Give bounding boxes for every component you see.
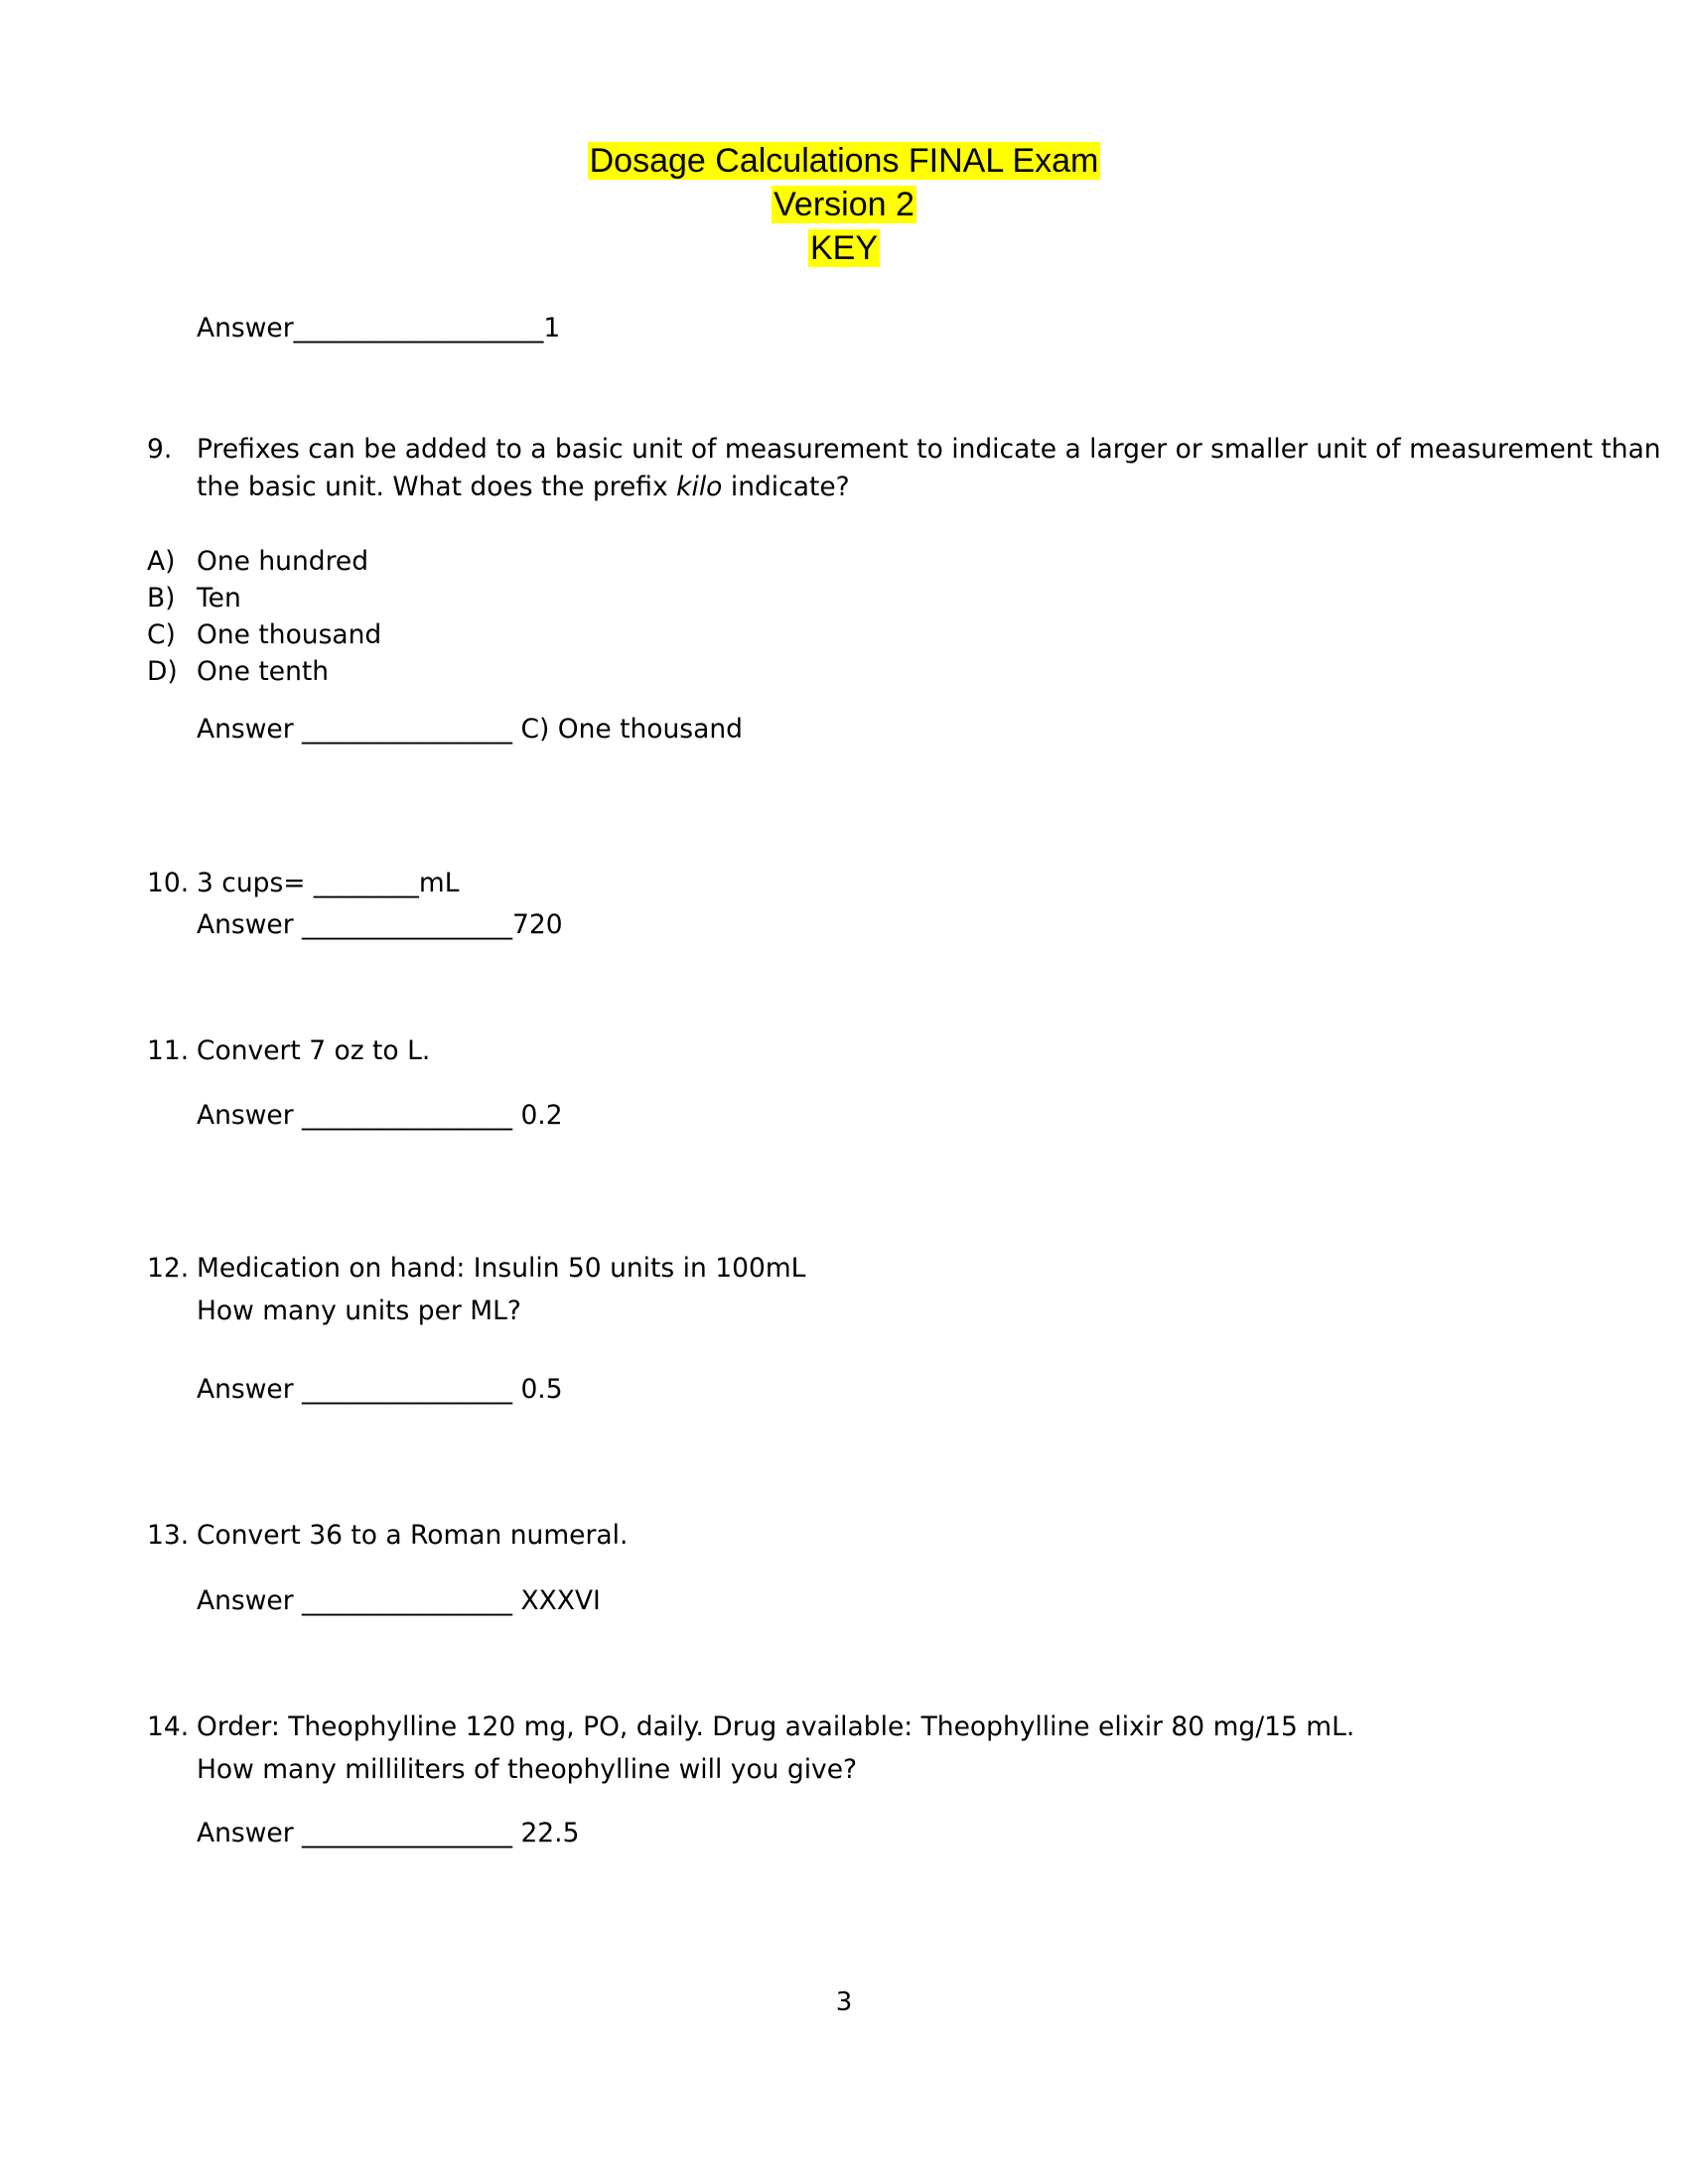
option-letter: C) <box>147 619 176 650</box>
previous-answer: Answer___________________1 <box>197 313 561 343</box>
title-line-1: Dosage Calculations FINAL Exam <box>589 142 1099 180</box>
question-14-number: 14. <box>147 1711 190 1742</box>
question-9-line-2: the basic unit. What does the prefix kilo indicate? <box>197 472 850 502</box>
title-line-3: KEY <box>809 229 879 267</box>
question-12-number: 12. <box>147 1253 190 1284</box>
question-11-answer: Answer ________________ 0.2 <box>197 1100 563 1131</box>
question-11-number: 11. <box>147 1035 190 1066</box>
question-10-text: 3 cups= ________mL <box>197 868 460 898</box>
option-text: One thousand <box>197 619 382 650</box>
question-10-answer: Answer ________________720 <box>197 909 563 940</box>
option-letter: A) <box>147 546 176 577</box>
page-number: 3 <box>835 1987 853 2017</box>
option-text: One hundred <box>197 546 369 577</box>
question-13-text: Convert 36 to a Roman numeral. <box>197 1520 629 1551</box>
question-13-number: 13. <box>147 1520 190 1551</box>
question-10-number: 10. <box>147 868 190 898</box>
question-14-line-2: How many milliliters of theophylline will you give? <box>197 1754 858 1785</box>
option-letter: D) <box>147 656 178 687</box>
option-letter: B) <box>147 583 176 614</box>
question-14-answer: Answer ________________ 22.5 <box>197 1818 580 1848</box>
question-14-line-1: Order: Theophylline 120 mg, PO, daily. Drug available: Theophylline elixir 80 mg/15 mL. <box>197 1711 1355 1742</box>
question-13-answer: Answer ________________ XXXVI <box>197 1585 601 1616</box>
question-9-line-1: Prefixes can be added to a basic unit of measurement to indicate a larger or smaller unit of measurement than <box>197 434 1661 465</box>
title-line-2: Version 2 <box>774 186 914 223</box>
question-12-line-2: How many units per ML? <box>197 1296 521 1326</box>
option-text: One tenth <box>197 656 330 687</box>
question-12-answer: Answer ________________ 0.5 <box>197 1374 563 1405</box>
option-text: Ten <box>197 583 241 614</box>
question-9-number: 9. <box>147 434 173 465</box>
question-9-answer: Answer ________________ C) One thousand <box>197 714 743 745</box>
question-11-text: Convert 7 oz to L. <box>197 1035 431 1066</box>
question-12-line-1: Medication on hand: Insulin 50 units in 100mL <box>197 1253 806 1284</box>
